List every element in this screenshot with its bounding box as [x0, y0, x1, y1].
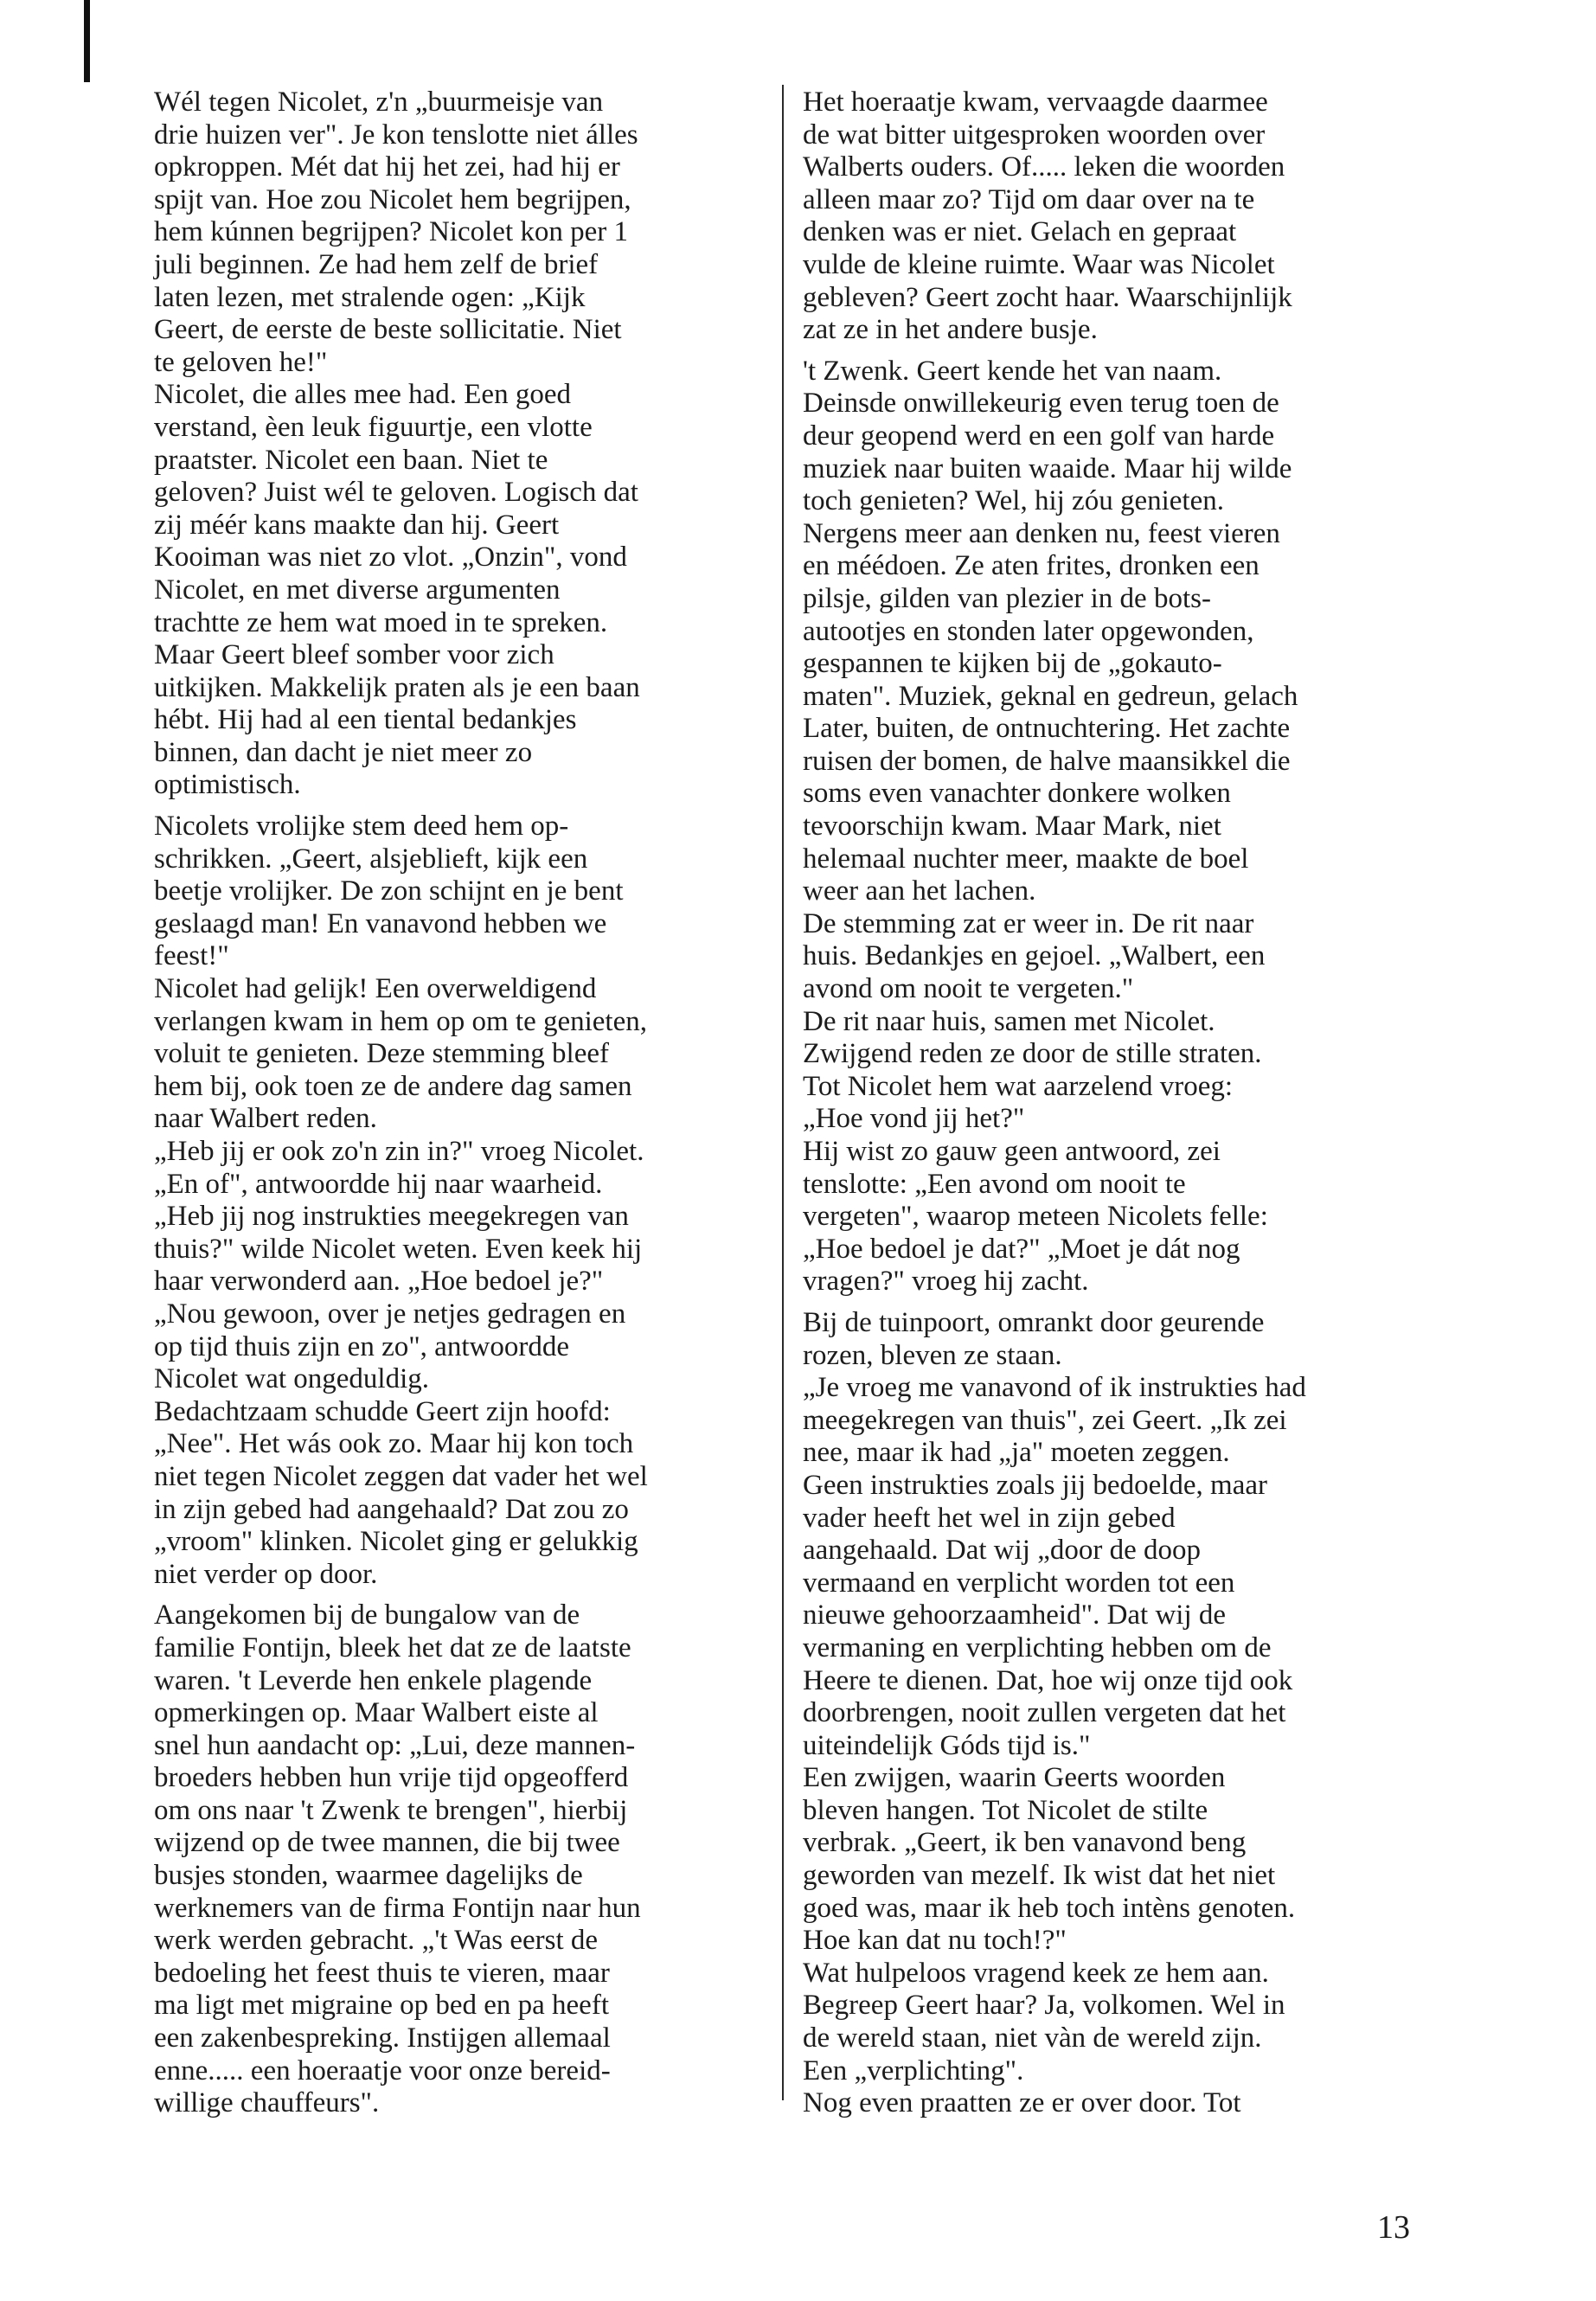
paragraph: Aangekomen bij de bungalow van de familie Fontijn, bleek het dat ze de laatste waren. 't Leverde hen enkele plagende opmerkingen op. Maar Walbert eiste al snel hun aandacht op: „Lui, deze mannen- broeders hebben hun vrije tijd opgeofferd om ons naar 't Zwenk te brengen", hierbij wijzend op de twee mannen, die bij twee busjes stonden, waarmee dagelijks de werknemers van de firma Fontijn naar hun werk werden gebracht. „'t Was eerst de bedoeling het feest thuis te vieren, maar ma ligt met migraine op bed en pa heeft een zakenbespreking. Instijgen allemaal enne..... een hoeraatje voor onze bereid- willige chauffeurs".	[154, 1599, 641, 2119]
paragraph: Wél tegen Nicolet, z'n „buurmeisje van drie huizen ver". Je kon tenslotte niet álles opkroppen. Mét dat hij het zei, had hij er spijt van. Hoe zou Nicolet hem begrijpen, hem kúnnen begrijpen? Nicolet kon per 1 juli beginnen. Ze had hem zelf de brief laten lezen, met stralende ogen: „Kijk Geert, de eerste de beste sollicitatie. Niet te geloven he!" Nicolet, die alles mee had. Een goed verstand, èen leuk figuurtje, een vlotte praatster. Nicolet een baan. Niet te geloven? Juist wél te geloven. Logisch dat zij méér kans maakte dan hij. Geert Kooiman was niet zo vlot. „Onzin", vond Nicolet, en met diverse argumenten trachtte ze hem wat moed in te spreken. Maar Geert bleef somber voor zich uitkijken. Makkelijk praten als je een baan hébt. Hij had al een tiental bedankjes binnen, dan dacht je niet meer zo optimistisch.	[154, 87, 640, 801]
left-column	[154, 87, 764, 2129]
paragraph: Bij de tuinpoort, omrankt door geurende rozen, bleven ze staan. „Je vroeg me vanavond of ik instrukties had meegekregen van thuis", zei Geert. „Ik zei nee, maar ik had „ja" moeten zeggen. Geen instrukties zoals jij bedoelde, maar vader heeft het wel in zijn gebed aangehaald. Dat wij „door de doop vermaand en verplicht worden tot een nieuwe gehoorzaamheid". Dat wij de vermaning en verplichting hebben om de Heere te dienen. Dat, hoe wij onze tijd ook doorbrengen, nooit zullen vergeten dat het uiteindelijk Góds tijd is." Een zwijgen, waarin Geerts woorden bleven hangen. Tot Nicolet de stilte verbrak. „Geert, ik ben vanavond beng geworden van mezelf. Ik wist dat het niet goed was, maar ik heb toch intèns genoten. Hoe kan dat nu toch!?" Wat hulpeloos vragend keek ze hem aan. Begreep Geert haar? Ja, volkomen. Wel in de wereld staan, niet vàn de wereld zijn. Een „verplichting". Nog even praatten ze er over door. Tot	[803, 1306, 1306, 2119]
paragraph: Nicolets vrolijke stem deed hem op- schrikken. „Geert, alsjeblieft, kijk een beetje vrolijker. De zon schijnt en je bent geslaagd man! En vanavond hebben we feest!" Nicolet had gelijk! Een overweldigend verlangen kwam in hem op om te genieten, voluit te genieten. Deze stemming bleef hem bij, ook toen ze de andere dag samen naar Walbert reden. „Heb jij er ook zo'n zin in?" vroeg Nicolet. „En of", antwoordde hij naar waarheid. „Heb jij nog instrukties meegekregen van thuis?" wilde Nicolet weten. Even keek hij haar verwonderd aan. „Hoe bedoel je?" „Nou gewoon, over je netjes gedragen en op tijd thuis zijn en zo", antwoordde Nicolet wat ongeduldig. Bedachtzaam schudde Geert zijn hoofd: „Nee". Het wás ook zo. Maar hij kon toch niet tegen Nicolet zeggen dat vader het wel in zijn gebed had aangehaald? Dat zou zo „vroom" klinken. Nicolet ging er gelukkig niet verder op door.	[154, 811, 648, 1590]
paragraph: Het hoeraatje kwam, vervaagde daarmee de wat bitter uitgesproken woorden over Walberts ouders. Of..... leken die woorden alleen maar zo? Tijd om daar over na te denken was er niet. Gelach en gepraat vulde de kleine ruimte. Waar was Nicolet gebleven? Geert zocht haar. Waarschijnlijk zat ze in het andere busje.	[803, 87, 1292, 346]
binding-edge-mark	[84, 0, 90, 82]
page-number: 13	[1377, 2209, 1410, 2246]
paragraph: 't Zwenk. Geert kende het van naam. Deinsde onwillekeurig even terug toen de deur geopend werd en een golf van harde muziek naar buiten waaide. Maar hij wilde toch genieten? Wel, hij zóu genieten. Nergens meer aan denken nu, feest vieren en méédoen. Ze aten frites, dronken een pilsje, gilden van plezier in de bots- autootjes en stonden later opgewonden, gespannen te kijken bij de „gokauto- maten". Muziek, geknal en gedreun, gelach Later, buiten, de ontnuchtering. Het zachte ruisen der bomen, de halve maansikkel die soms even vanachter donkere wolken tevoorschijn kwam. Maar Mark, niet helemaal nuchter meer, maakte de boel weer aan het lachen. De stemming zat er weer in. De rit naar huis. Bedankjes en gejoel. „Walbert, een avond om nooit te vergeten." De rit naar huis, samen met Nicolet. Zwijgend reden ze door de stille straten. Tot Nicolet hem wat aarzelend vroeg: „Hoe vond jij het?" Hij wist zo gauw geen antwoord, zei tenslotte: „Een avond om nooit te vergeten", waarop meteen Nicolets felle: „Hoe bedoel je dat?" „Moet je dát nog vragen?" vroeg hij zacht.	[803, 355, 1298, 1298]
right-column	[803, 87, 1419, 2129]
column-divider	[782, 85, 784, 2100]
